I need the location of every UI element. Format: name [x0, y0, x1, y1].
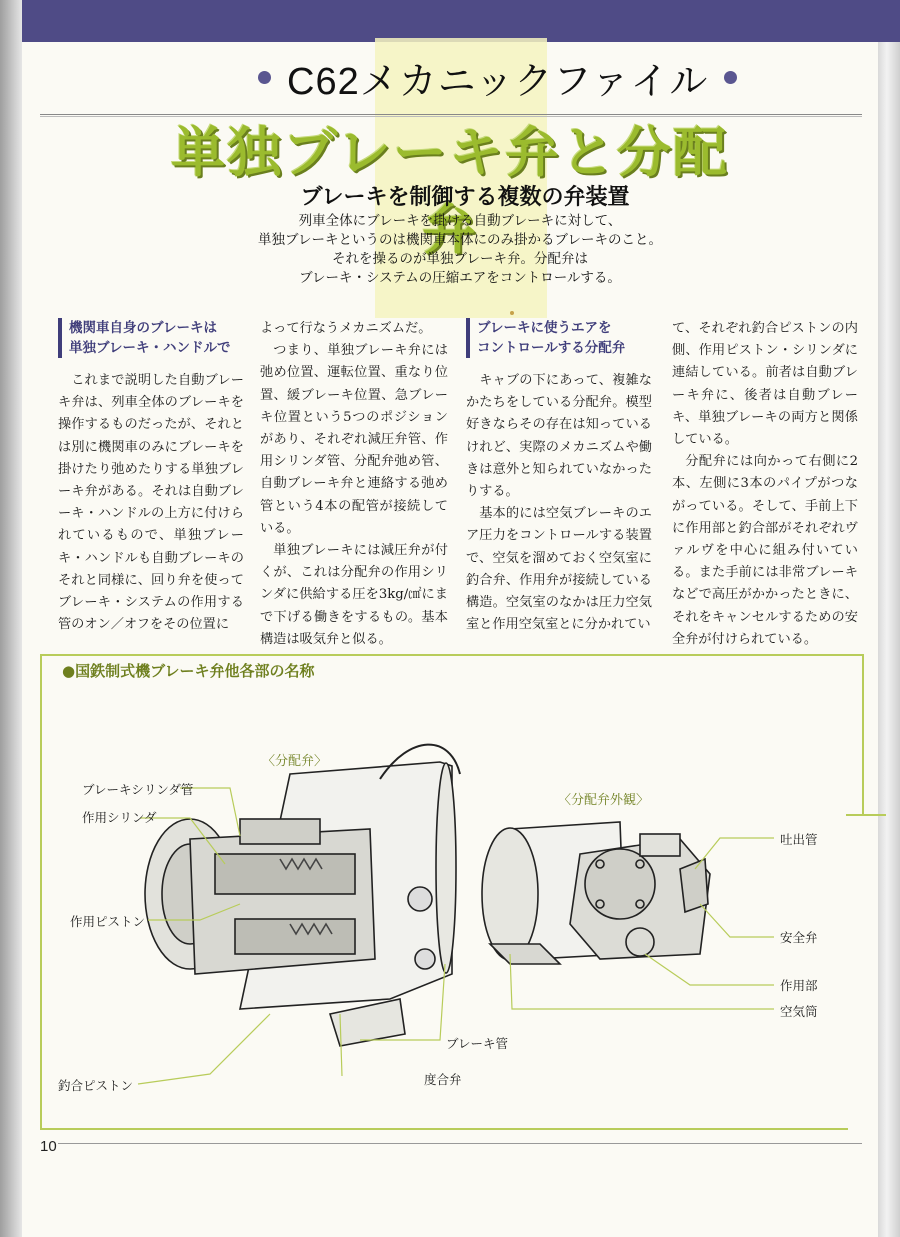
page-edge-right [878, 0, 900, 1237]
body-paragraph: つまり、単独ブレーキ弁には弛め位置、運転位置、重なり位置、緩ブレーキ位置、急ブレーキ位置という5つのポジションがあり、それぞれ減圧弁管、作用シリンダ管、分配弁弛め管、自動ブレーキ弁と連絡する弛め管という4本の配管が接続している。 [260, 343, 448, 536]
body-paragraph: 基本的には空気ブレーキのエア圧力をコントロールする装置で、空気を溜めておく空気室に釣合弁、作用弁が接続している構造。空気室のなかは圧力空気室と作用空気室とに分かれてい [466, 506, 652, 633]
section-heading-line: コントロールする分配弁 [477, 340, 626, 356]
distribution-valve-exterior [482, 822, 710, 964]
footer-rule [58, 1143, 862, 1144]
lead-line: それを操るのが単独ブレーキ弁。分配弁は [332, 251, 588, 267]
body-paragraph: よって行なうメカニズムだ。 [260, 321, 432, 336]
label-safety-valve: 安全弁 [780, 930, 818, 945]
valve-illustration [40, 654, 846, 1126]
body-paragraph: 分配弁には向かって右側に2本、左側に3本のパイプがつながっている。そして、手前上下に作用部と釣合部がそれぞれヴァルヴを中心に組み付いている。また手前には非常ブレーキなどで高圧がかかったときに、それをキャンセルするための安全弁が付けられている。 [672, 454, 858, 647]
diagram-frame-tab [846, 654, 864, 816]
caption-distribution-valve-exterior: 〈分配弁外観〉 [558, 793, 650, 808]
article-title: 単独ブレーキ弁と分配弁 [171, 121, 729, 261]
label-action-piston: 作用ピストン [70, 914, 146, 929]
label-discharge-pipe: 吐出管 [780, 832, 818, 847]
body-paragraph: キャブの下にあって、複雑なかたちをしている分配弁。模型好きならその存在は知っているけれど、実際のメカニズムや働きは意外と知られていなかったりする。 [466, 373, 652, 500]
bullet-icon [724, 71, 737, 84]
page-number: 10 [40, 1138, 57, 1155]
section-heading-line: ブレーキに使うエアを [477, 320, 612, 336]
label-action-cylinder: 作用シリンダ [82, 810, 157, 825]
series-title: C62メカニックファイル [287, 60, 709, 103]
label-degree-valve: 度合弁 [424, 1072, 462, 1087]
lead-line: 単独ブレーキというのは機関車本体にのみ掛かるブレーキのこと。 [258, 232, 662, 248]
body-paragraph: て、それぞれ釣合ピストンの内側、作用ピストン・シリンダに連結している。前者は自動ブレーキ弁に、後者は自動ブレーキ、単独ブレーキの両方と関係している。 [672, 321, 858, 448]
section-heading-line: 機関車自身のブレーキは [69, 320, 217, 336]
lead-line: 列車全体にブレーキを掛ける自動ブレーキに対して、 [298, 213, 622, 229]
section-heading [466, 318, 652, 358]
caption-distribution-valve: 〈分配弁〉 [262, 754, 328, 769]
label-brake-pipe: ブレーキ管 [446, 1036, 509, 1051]
lead-line: ブレーキ・システムの圧縮エアをコントロールする。 [299, 270, 621, 286]
label-brake-cylinder-pipe: ブレーキシリンダ管 [82, 782, 194, 797]
section-heading [58, 318, 244, 358]
decorative-dot [510, 311, 514, 315]
body-paragraph: 単独ブレーキには減圧弁が付くが、これは分配弁の作用シリンダに供給する圧を3kg/㎠にまで下げる働きをするもの。基本構造は吸気弁と似る。 [260, 543, 448, 647]
header-color-band [22, 0, 900, 42]
article-subtitle: ブレーキを制御する複数の弁装置 [300, 185, 630, 210]
label-action-part: 作用部 [780, 978, 818, 993]
text-column-4 [672, 318, 858, 651]
text-column-3 [466, 318, 652, 636]
diagram-title: ●国鉄制式機ブレーキ弁他各部の名称 [62, 662, 315, 680]
text-column-2 [260, 318, 448, 651]
text-column-1 [58, 318, 244, 636]
section-heading-line: 単独ブレーキ・ハンドルで [69, 340, 231, 356]
body-paragraph: これまで説明した自動ブレーキ弁は、列車全体のブレーキを操作するものだったが、それとは別に機関車のみにブレーキを掛けたり弛めたりする単独ブレーキ弁がある。それは自動ブレーキ・ハンドルの上方に付けられているもので、単独ブレーキ・ハンドルも自動ブレーキのそれと同様に、回り弁を使ってブレーキ・システムの作用する管のオン／オフをその位置に [58, 373, 244, 633]
label-air-tank: 空気筒 [780, 1004, 818, 1019]
lead-paragraph [245, 212, 675, 288]
bullet-icon [258, 71, 271, 84]
series-header [258, 52, 737, 102]
diagram-frame-tab-line [846, 814, 886, 816]
label-balance-piston: 釣合ピストン [58, 1078, 134, 1093]
scan-shadow-left [0, 0, 22, 1237]
